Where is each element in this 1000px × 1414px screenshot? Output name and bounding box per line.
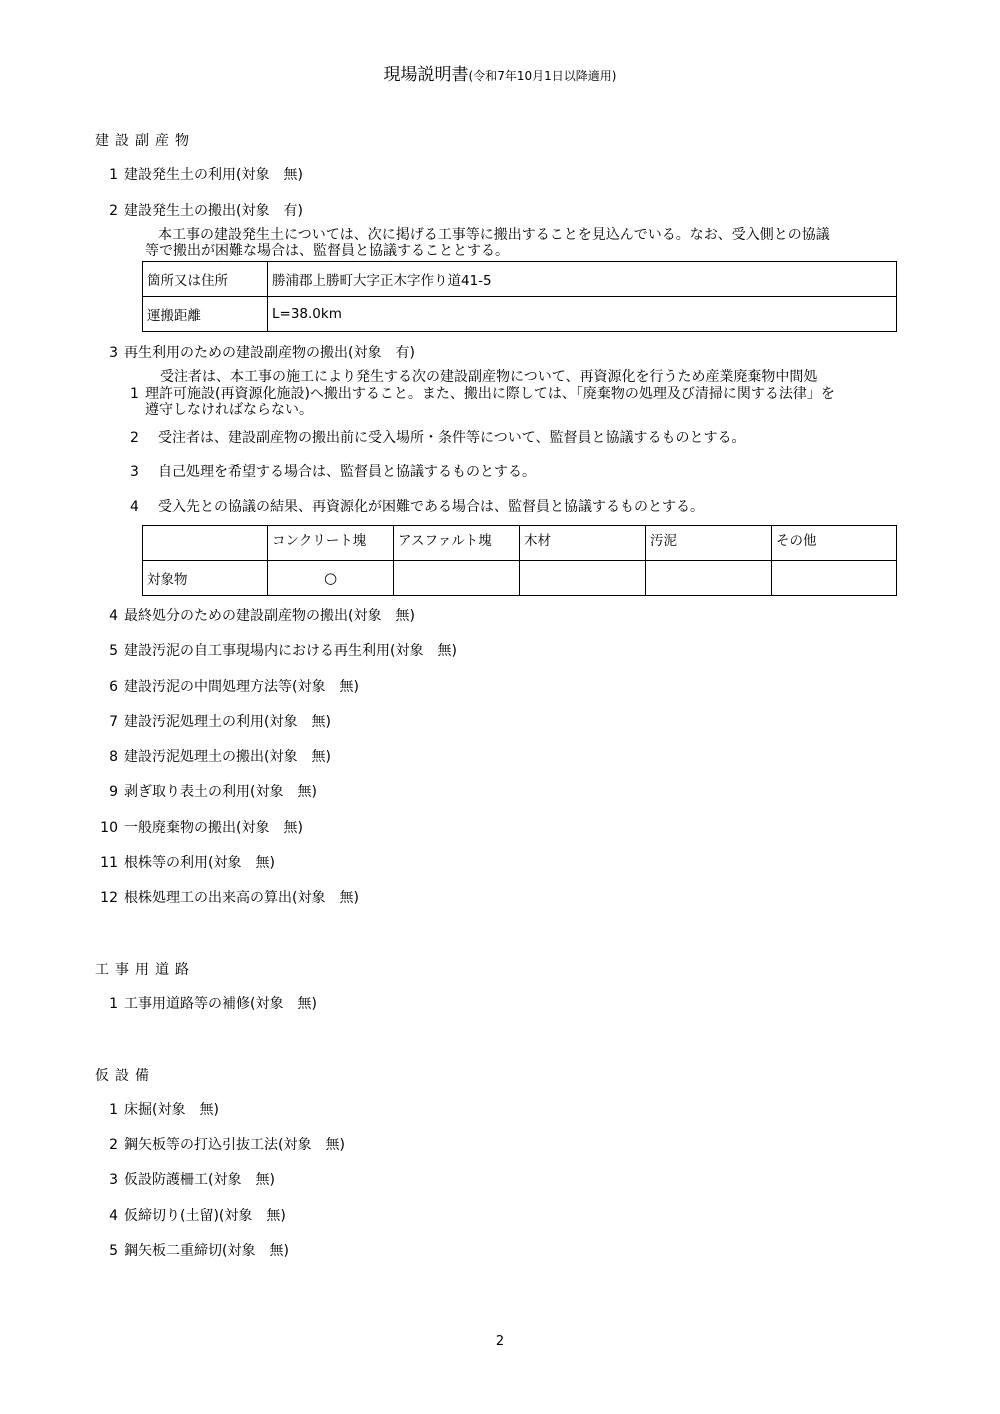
- item-text: 建設汚泥の中間処理方法等(対象 無): [124, 679, 359, 695]
- item-text: 仮締切り(土留)(対象 無): [124, 1208, 286, 1224]
- item-number: 3: [109, 345, 118, 361]
- paragraph-line: 本工事の建設発生土については、次に掲げる工事等に搬出することを見込んでいる。なお、受入側との協議: [158, 227, 830, 243]
- table-cell: [772, 561, 897, 596]
- list-item: [100, 1169, 275, 1189]
- table-cell: 運搬距離: [143, 297, 268, 332]
- item-number: 1: [109, 996, 118, 1012]
- list-item: [100, 1099, 219, 1119]
- table-header-cell: コンクリート塊: [268, 526, 394, 561]
- item-number: 12: [100, 890, 118, 906]
- subitem-text: 受注者は、建設副産物の搬出前に受入場所・条件等について、監督員と協議するものとする。: [158, 430, 746, 446]
- list-item: [100, 200, 303, 220]
- target-mark: ○: [268, 561, 394, 596]
- subitem-text: 自己処理を希望する場合は、監督員と協議するものとする。: [158, 464, 536, 480]
- list-item: [100, 640, 457, 660]
- subitem-number: 3: [130, 464, 139, 480]
- table-header-cell: [143, 526, 268, 561]
- item-text: 鋼矢板二重締切(対象 無): [124, 1243, 289, 1259]
- item-number: 9: [109, 784, 118, 800]
- section-heading-construction-byproducts: 建設副産物: [95, 133, 195, 149]
- item-text: 一般廃棄物の搬出(対象 無): [124, 820, 303, 836]
- subitem-text: 受入先との協議の結果、再資源化が困難である場合は、監督員と協議するものとする。: [158, 499, 704, 515]
- item-text: 仮設防護柵工(対象 無): [124, 1172, 275, 1188]
- list-item: [100, 1205, 286, 1225]
- table-row: [143, 297, 897, 332]
- table-row: [143, 262, 897, 297]
- recycling-materials-table: [142, 525, 897, 596]
- table-header-cell: アスファルト塊: [394, 526, 520, 561]
- list-item: [100, 817, 303, 837]
- item-text: 根株処理工の出来高の算出(対象 無): [124, 890, 359, 906]
- item-text: 剥ぎ取り表土の利用(対象 無): [124, 784, 317, 800]
- table-header-cell: その他: [772, 526, 897, 561]
- list-item: [100, 746, 331, 766]
- item-text: 建設発生土の搬出(対象 有): [124, 203, 303, 219]
- title-subtitle: (令和7年10月1日以降適用): [468, 69, 617, 83]
- table-cell: 勝浦郡上勝町大字正木字作り道41-5: [268, 262, 897, 297]
- table-cell: [394, 561, 520, 596]
- item-text: 最終処分のための建設副産物の搬出(対象 無): [124, 608, 415, 624]
- table-row: [143, 561, 897, 596]
- item-number: 4: [109, 608, 118, 624]
- paragraph-line: 受注者は、本工事の施工により発生する次の建設副産物について、再資源化を行うため産業廃棄物中間処: [160, 369, 818, 385]
- list-item: [100, 676, 359, 696]
- subitem-number: 1: [130, 386, 139, 402]
- paragraph-line: 等で搬出が困難な場合は、監督員と協議することとする。: [145, 243, 509, 259]
- list-item: [100, 711, 331, 731]
- section-heading-work-road: 工事用道路: [95, 962, 195, 978]
- item-number: 8: [109, 749, 118, 765]
- table-cell: 対象物: [143, 561, 268, 596]
- table-header-cell: 木材: [520, 526, 646, 561]
- item-number: 3: [109, 1172, 118, 1188]
- table-cell: L=38.0km: [268, 297, 897, 332]
- subitem-number: 2: [130, 430, 139, 446]
- list-item: [100, 342, 415, 362]
- list-item: [100, 1240, 289, 1260]
- item-number: 5: [109, 1243, 118, 1259]
- item-text: 鋼矢板等の打込引抜工法(対象 無): [124, 1137, 345, 1153]
- table-header-cell: 汚泥: [646, 526, 772, 561]
- list-item: [100, 1134, 345, 1154]
- list-item: [100, 164, 303, 184]
- item-number: 7: [109, 714, 118, 730]
- item-text: 再生利用のための建設副産物の搬出(対象 有): [124, 345, 415, 361]
- list-item: [100, 605, 415, 625]
- list-item: [100, 781, 317, 801]
- soil-destination-table: [142, 261, 897, 332]
- list-item: [100, 887, 359, 907]
- list-item: [100, 993, 317, 1013]
- item-number: 1: [109, 1102, 118, 1118]
- item-text: 建設汚泥の自工事現場内における再生利用(対象 無): [124, 643, 457, 659]
- item-number: 5: [109, 643, 118, 659]
- item-number: 10: [100, 820, 118, 836]
- section-heading-temporary-facilities: 仮設備: [95, 1068, 155, 1084]
- document-title: [0, 60, 1000, 85]
- subitem-number: 4: [130, 499, 139, 515]
- item-number: 2: [109, 1137, 118, 1153]
- table-cell: 箇所又は住所: [143, 262, 268, 297]
- item-number: 6: [109, 679, 118, 695]
- item-text: 工事用道路等の補修(対象 無): [124, 996, 317, 1012]
- item-text: 建設汚泥処理土の搬出(対象 無): [124, 749, 331, 765]
- table-cell: [520, 561, 646, 596]
- paragraph-line: 遵守しなければならない。: [145, 402, 313, 418]
- item-text: 床掘(対象 無): [124, 1102, 219, 1118]
- item-text: 建設発生土の利用(対象 無): [124, 167, 303, 183]
- title-main: 現場説明書: [383, 65, 469, 85]
- item-number: 4: [109, 1208, 118, 1224]
- item-number: 1: [109, 167, 118, 183]
- item-text: 根株等の利用(対象 無): [124, 855, 275, 871]
- page-number: 2: [495, 1334, 505, 1349]
- table-header-row: [143, 526, 897, 561]
- list-item: [100, 852, 275, 872]
- item-text: 建設汚泥処理土の利用(対象 無): [124, 714, 331, 730]
- table-cell: [646, 561, 772, 596]
- item-number: 11: [100, 855, 118, 871]
- item-number: 2: [109, 203, 118, 219]
- paragraph-line: 理許可施設(再資源化施設)へ搬出すること。また、搬出に際しては、「廃棄物の処理及び清掃に関する法律」を: [145, 386, 835, 402]
